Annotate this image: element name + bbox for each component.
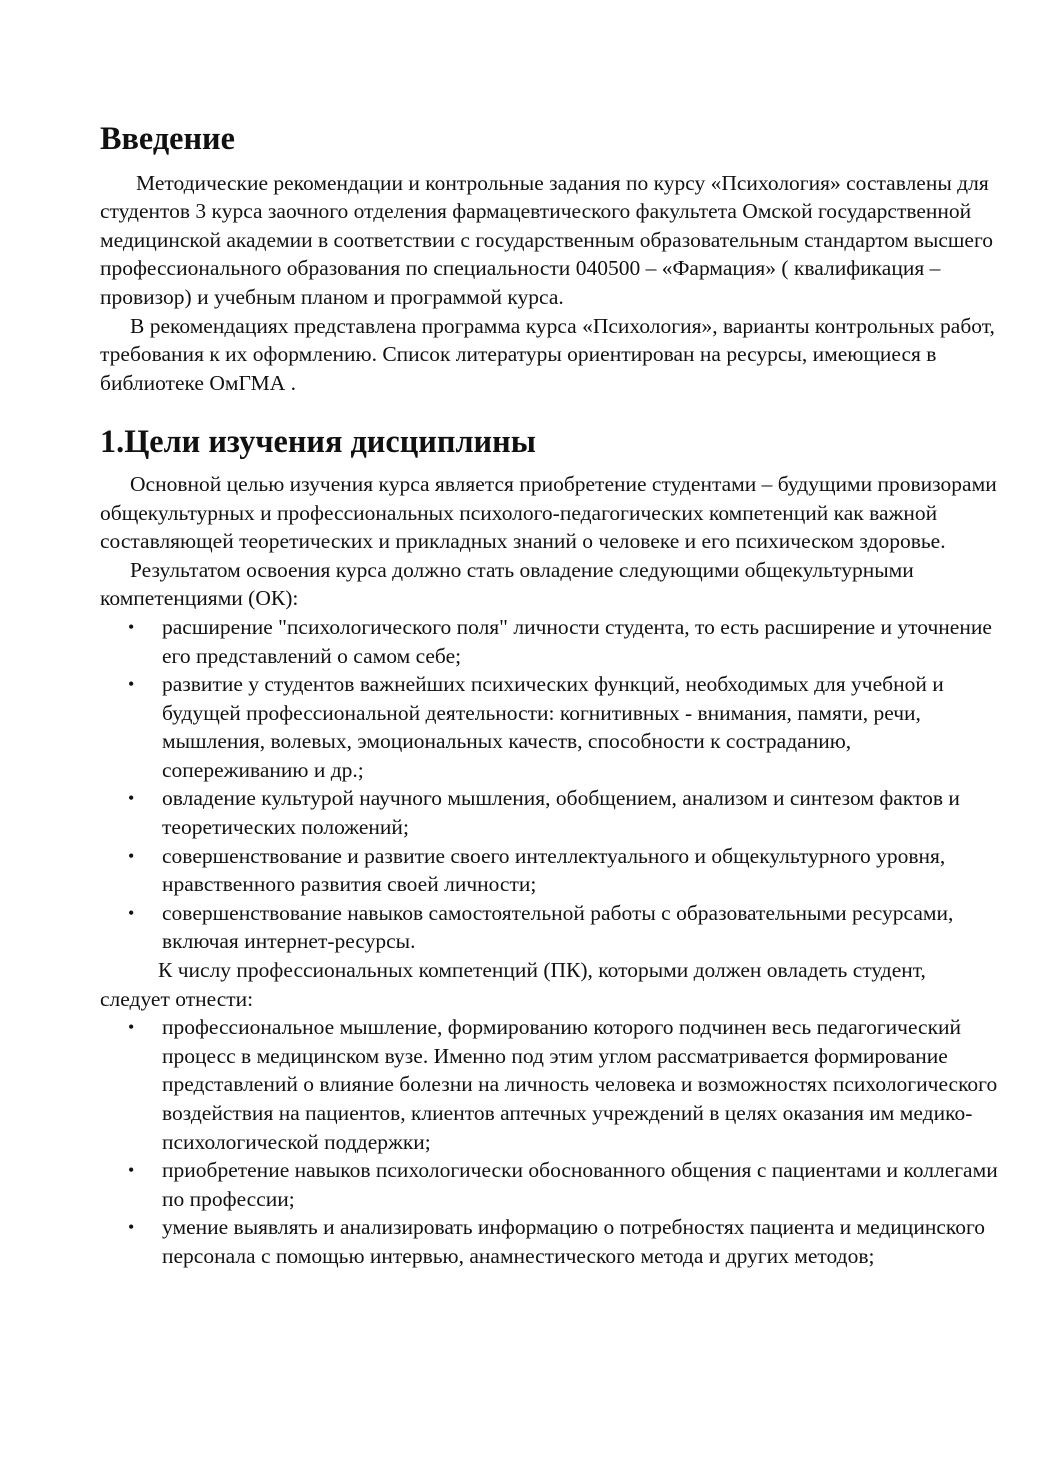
document-page bbox=[100, 120, 1000, 1271]
list-item-text: овладение культурой научного мышления, обобщением, анализом и синтезом фактов и теоретических положений; bbox=[162, 786, 960, 840]
intro-paragraph-2: В рекомендациях представлена программа курса «Психология», варианты контрольных работ, требования к их оформлению. Список литературы ориентирован на ресурсы, имеющиеся в библиотеке ОмГМА . bbox=[100, 313, 995, 395]
list-item bbox=[128, 1156, 1000, 1213]
list-item bbox=[128, 670, 1000, 784]
ok-competency-list bbox=[100, 613, 1000, 956]
bullet-icon: • bbox=[128, 902, 135, 923]
list-item bbox=[128, 1013, 1000, 1156]
intro-heading: Введение bbox=[100, 120, 235, 156]
list-item-text: умение выявлять и анализировать информацию о потребностях пациента и медицинского персонала с помощью интервью, анамнестического метода и других методов; bbox=[162, 1215, 986, 1268]
list-item-text: совершенствование навыков самостоятельной работы с образовательными ресурсами, включая интернет-ресурсы. bbox=[162, 900, 954, 954]
bullet-icon: • bbox=[128, 1017, 135, 1038]
list-item-text: приобретение навыков психологически обоснованного общения с пациентами и коллегами по профессии; bbox=[162, 1158, 998, 1211]
bullet-icon: • bbox=[128, 674, 135, 695]
list-item bbox=[128, 613, 1000, 670]
bullet-icon: • bbox=[128, 845, 135, 866]
bullet-icon: • bbox=[128, 1217, 135, 1238]
list-item bbox=[128, 1213, 1000, 1270]
pk-competency-list bbox=[100, 1013, 1000, 1270]
intro-paragraph-1: Методические рекомендации и контрольные задания по курсу «Психология» составлены для студентов 3 курса заочного отделения фармацевтического факультета Омской государственной медицинской академии в соответствии с государственным образовательным стандартом высшего профессионального образования по специальности 040500 – «Фармация» ( квалификация – провизор) и учебным планом и программой курса. bbox=[100, 170, 993, 309]
list-item-text: совершенствование и развитие своего интеллектуального и общекультурного уровня, нравственного развития своей личности; bbox=[162, 843, 946, 897]
goals-heading: 1.Цели изучения дисциплины bbox=[100, 423, 536, 460]
list-item-text: профессиональное мышление, формированию которого подчинен весь педагогический процесс в медицинском вузе. Именно под этим углом рассматривается формирование представлений о влияние болезни на личность человека и возможностях психологического воздействия на пациентов, клиентов аптечных учреждений в целях оказания им медико-психологической поддержки; bbox=[162, 1015, 998, 1154]
bullet-icon: • bbox=[128, 616, 135, 637]
bullet-icon: • bbox=[128, 788, 135, 809]
list-item bbox=[128, 842, 1000, 899]
goals-paragraph-2: Результатом освоения курса должно стать овладение следующими общекультурными компетенциями (ОК): bbox=[100, 557, 914, 611]
goals-paragraph-3: К числу профессиональных компетенций (ПК), которыми должен овладеть студент, следует отнести: bbox=[100, 958, 926, 1011]
goals-paragraph-1: Основной целью изучения курса является приобретение студентами – будущими провизорами общекультурных и профессиональных психолого-педагогических компетенций как важной составляющей теоретических и прикладных знаний о человеке и его психическом здоровье. bbox=[100, 471, 997, 554]
list-item-text: развитие у студентов важнейших психических функций, необходимых для учебной и будущей профессиональной деятельности: когнитивных - внимания, памяти, речи, мышления, волевых, эмоциональных качеств, способности к состраданию, сопереживанию и др.; bbox=[162, 672, 944, 782]
bullet-icon: • bbox=[128, 1160, 135, 1181]
list-item bbox=[128, 899, 1000, 956]
list-item bbox=[128, 784, 1000, 841]
list-item-text: расширение "психологического поля" личности студента, то есть расширение и уточнение его представлений о самом себе; bbox=[162, 614, 992, 668]
